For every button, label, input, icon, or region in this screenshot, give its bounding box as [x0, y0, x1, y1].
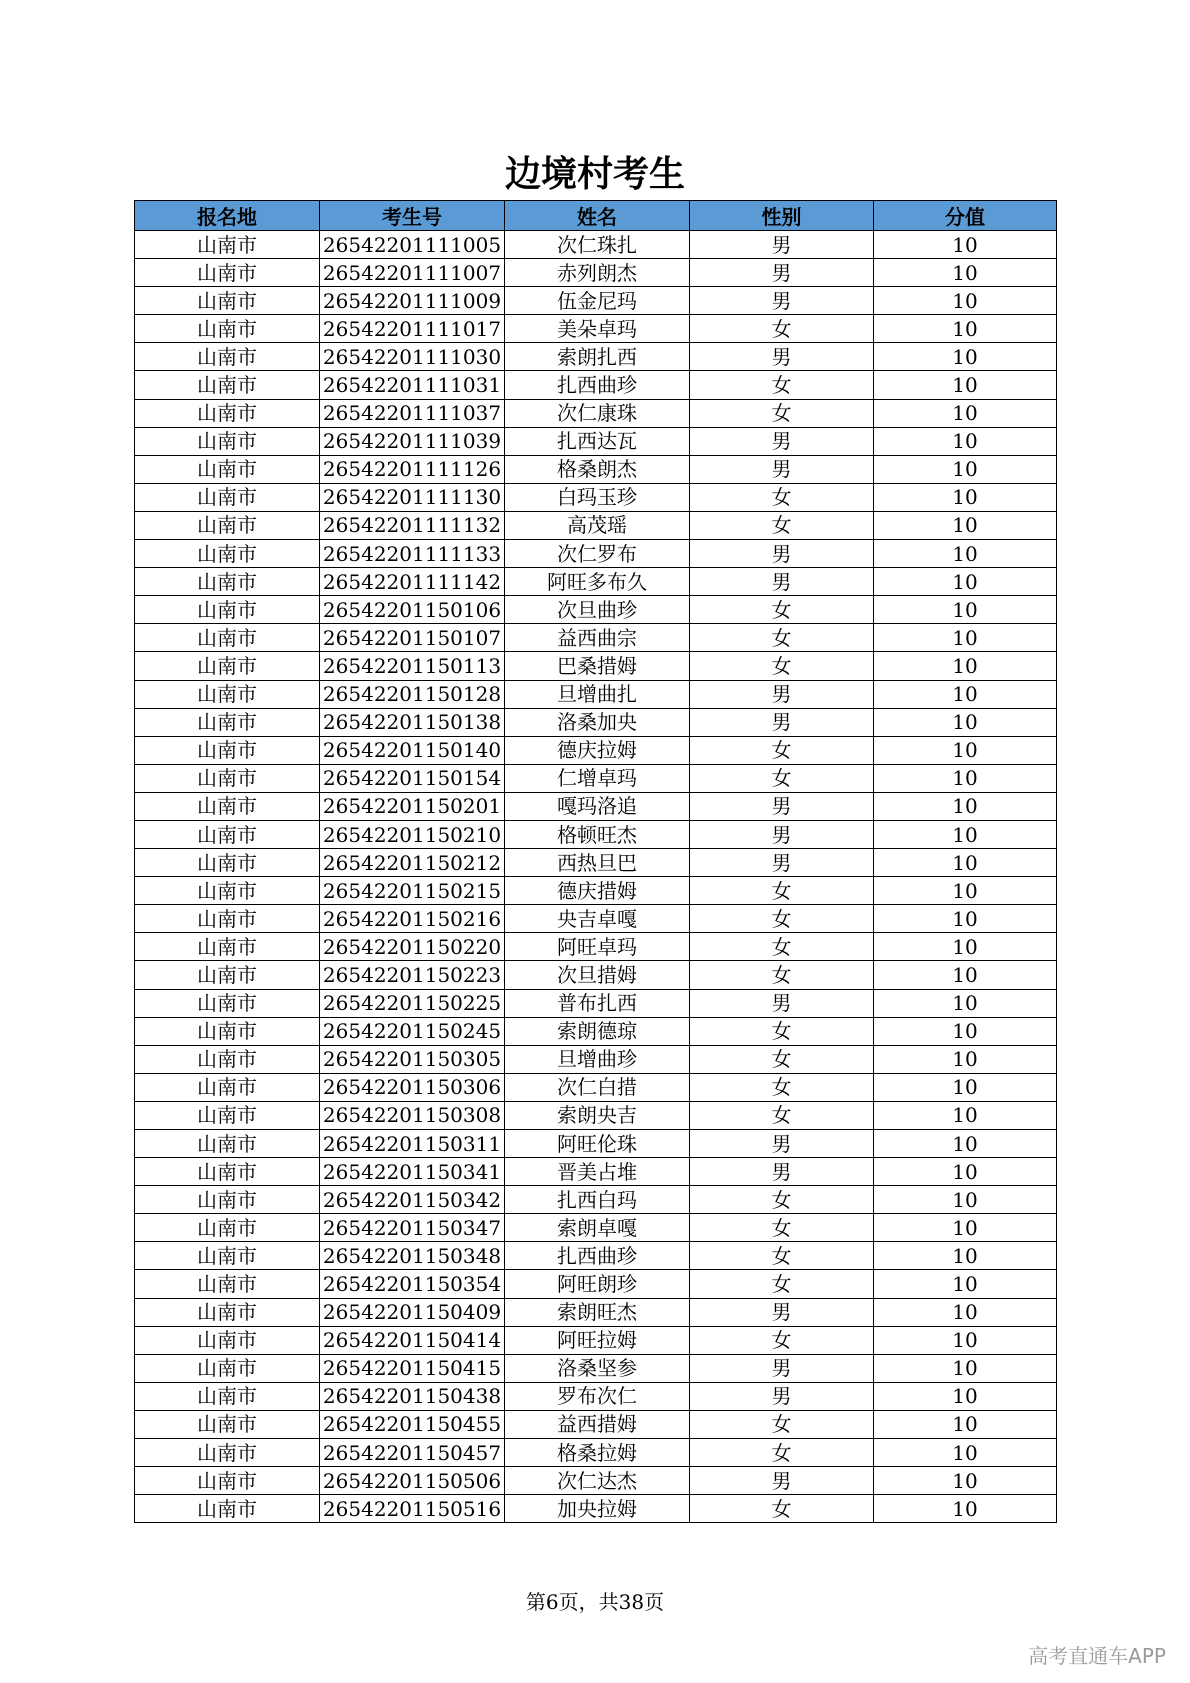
registration-place-cell: 山南市: [135, 315, 320, 343]
gender-cell: 女: [690, 905, 874, 933]
candidate-number-cell: 26542201150223: [320, 961, 505, 989]
registration-place-cell: 山南市: [135, 1270, 320, 1298]
gender-cell: 女: [690, 736, 874, 764]
score-cell: 10: [874, 1045, 1057, 1073]
registration-place-cell: 山南市: [135, 1354, 320, 1382]
score-cell: 10: [874, 961, 1057, 989]
candidate-number-cell: 26542201150305: [320, 1045, 505, 1073]
candidate-number-cell: 26542201150354: [320, 1270, 505, 1298]
candidate-number-cell: 26542201111039: [320, 427, 505, 455]
watermark: 高考直通车APP: [1028, 1644, 1166, 1668]
table-row: [135, 708, 1057, 736]
registration-place-cell: 山南市: [135, 624, 320, 652]
name-cell: 伍金尼玛: [505, 287, 690, 315]
candidate-number-cell: 26542201111037: [320, 399, 505, 427]
table-row: [135, 259, 1057, 287]
registration-place-cell: 山南市: [135, 511, 320, 539]
name-cell: 央吉卓嘎: [505, 905, 690, 933]
score-cell: 10: [874, 455, 1057, 483]
gender-cell: 男: [690, 259, 874, 287]
name-cell: 索朗扎西: [505, 343, 690, 371]
score-cell: 10: [874, 596, 1057, 624]
registration-place-cell: 山南市: [135, 933, 320, 961]
score-cell: 10: [874, 540, 1057, 568]
gender-cell: 男: [690, 792, 874, 820]
candidate-number-cell: 26542201150455: [320, 1410, 505, 1438]
gender-cell: 女: [690, 1186, 874, 1214]
candidate-number-cell: 26542201150113: [320, 652, 505, 680]
name-cell: 加央拉姆: [505, 1495, 690, 1523]
name-cell: 普布扎西: [505, 989, 690, 1017]
gender-cell: 女: [690, 1073, 874, 1101]
candidate-number-cell: 26542201150341: [320, 1158, 505, 1186]
name-cell: 仁增卓玛: [505, 764, 690, 792]
table-row: [135, 568, 1057, 596]
name-cell: 嘎玛洛追: [505, 792, 690, 820]
name-cell: 旦增曲扎: [505, 680, 690, 708]
score-cell: 10: [874, 1101, 1057, 1129]
registration-place-cell: 山南市: [135, 483, 320, 511]
registration-place-cell: 山南市: [135, 820, 320, 848]
score-cell: 10: [874, 1130, 1057, 1158]
gender-cell: 女: [690, 624, 874, 652]
name-cell: 赤列朗杰: [505, 259, 690, 287]
table-row: [135, 1073, 1057, 1101]
gender-cell: 男: [690, 680, 874, 708]
registration-place-cell: 山南市: [135, 1495, 320, 1523]
candidate-number-cell: 26542201150409: [320, 1298, 505, 1326]
table-row: [135, 1101, 1057, 1129]
score-cell: 10: [874, 708, 1057, 736]
registration-place-cell: 山南市: [135, 736, 320, 764]
name-cell: 高茂瑶: [505, 511, 690, 539]
gender-cell: 女: [690, 1439, 874, 1467]
score-cell: 10: [874, 1017, 1057, 1045]
name-cell: 晋美占堆: [505, 1158, 690, 1186]
candidate-number-cell: 26542201150306: [320, 1073, 505, 1101]
candidate-number-cell: 26542201150215: [320, 877, 505, 905]
name-cell: 阿旺拉姆: [505, 1326, 690, 1354]
gender-cell: 女: [690, 961, 874, 989]
gender-cell: 女: [690, 1270, 874, 1298]
candidate-number-cell: 26542201111030: [320, 343, 505, 371]
registration-place-cell: 山南市: [135, 1101, 320, 1129]
name-cell: 旦增曲珍: [505, 1045, 690, 1073]
gender-cell: 男: [690, 1158, 874, 1186]
gender-cell: 女: [690, 399, 874, 427]
registration-place-cell: 山南市: [135, 1439, 320, 1467]
gender-cell: 女: [690, 1214, 874, 1242]
registration-place-cell: 山南市: [135, 371, 320, 399]
candidate-number-cell: 26542201150138: [320, 708, 505, 736]
score-cell: 10: [874, 1073, 1057, 1101]
candidate-number-cell: 26542201150506: [320, 1467, 505, 1495]
score-cell: 10: [874, 371, 1057, 399]
registration-place-cell: 山南市: [135, 1045, 320, 1073]
gender-cell: 男: [690, 1298, 874, 1326]
registration-place-cell: 山南市: [135, 1186, 320, 1214]
candidate-number-cell: 26542201150311: [320, 1130, 505, 1158]
score-cell: 10: [874, 511, 1057, 539]
name-cell: 罗布次仁: [505, 1382, 690, 1410]
table-row: [135, 792, 1057, 820]
registration-place-cell: 山南市: [135, 792, 320, 820]
registration-place-cell: 山南市: [135, 343, 320, 371]
candidate-number-cell: 26542201150457: [320, 1439, 505, 1467]
table-row: [135, 1214, 1057, 1242]
gender-cell: 男: [690, 1354, 874, 1382]
registration-place-cell: 山南市: [135, 1298, 320, 1326]
name-cell: 洛桑坚参: [505, 1354, 690, 1382]
registration-place-cell: 山南市: [135, 1410, 320, 1438]
table-row: [135, 961, 1057, 989]
name-cell: 索朗央吉: [505, 1101, 690, 1129]
score-cell: 10: [874, 792, 1057, 820]
name-cell: 阿旺多布久: [505, 568, 690, 596]
score-cell: 10: [874, 1186, 1057, 1214]
candidate-number-cell: 26542201150106: [320, 596, 505, 624]
table-row: [135, 1495, 1057, 1523]
table-row: [135, 989, 1057, 1017]
score-cell: 10: [874, 820, 1057, 848]
table-row: [135, 399, 1057, 427]
column-header-registration-place: 报名地: [135, 201, 320, 231]
score-cell: 10: [874, 259, 1057, 287]
registration-place-cell: 山南市: [135, 1158, 320, 1186]
table-row: [135, 455, 1057, 483]
candidate-number-cell: 26542201150210: [320, 820, 505, 848]
gender-cell: 男: [690, 343, 874, 371]
gender-cell: 女: [690, 511, 874, 539]
name-cell: 格顿旺杰: [505, 820, 690, 848]
name-cell: 格桑拉姆: [505, 1439, 690, 1467]
candidate-number-cell: 26542201150438: [320, 1382, 505, 1410]
candidate-number-cell: 26542201150414: [320, 1326, 505, 1354]
table-row: [135, 652, 1057, 680]
candidate-number-cell: 26542201150216: [320, 905, 505, 933]
registration-place-cell: 山南市: [135, 455, 320, 483]
score-cell: 10: [874, 1467, 1057, 1495]
candidate-number-cell: 26542201150245: [320, 1017, 505, 1045]
score-cell: 10: [874, 905, 1057, 933]
candidate-number-cell: 26542201111009: [320, 287, 505, 315]
registration-place-cell: 山南市: [135, 905, 320, 933]
table-row: [135, 877, 1057, 905]
gender-cell: 女: [690, 1017, 874, 1045]
name-cell: 次仁罗布: [505, 540, 690, 568]
table-row: [135, 343, 1057, 371]
table-row: [135, 905, 1057, 933]
column-header-score: 分值: [874, 201, 1057, 231]
page-title: 边境村考生: [504, 154, 685, 195]
score-cell: 10: [874, 849, 1057, 877]
score-cell: 10: [874, 483, 1057, 511]
candidate-number-cell: 26542201111142: [320, 568, 505, 596]
name-cell: 索朗卓嘎: [505, 1214, 690, 1242]
score-cell: 10: [874, 736, 1057, 764]
name-cell: 次仁珠扎: [505, 231, 690, 259]
gender-cell: 女: [690, 315, 874, 343]
table-row: [135, 1017, 1057, 1045]
candidate-number-cell: 26542201111130: [320, 483, 505, 511]
registration-place-cell: 山南市: [135, 764, 320, 792]
score-cell: 10: [874, 680, 1057, 708]
registration-place-cell: 山南市: [135, 1130, 320, 1158]
gender-cell: 女: [690, 1242, 874, 1270]
gender-cell: 女: [690, 1326, 874, 1354]
registration-place-cell: 山南市: [135, 596, 320, 624]
gender-cell: 女: [690, 877, 874, 905]
gender-cell: 女: [690, 483, 874, 511]
table-row: [135, 1467, 1057, 1495]
table-row: [135, 540, 1057, 568]
score-cell: 10: [874, 877, 1057, 905]
gender-cell: 男: [690, 1382, 874, 1410]
table-body: [135, 231, 1057, 1523]
table-row: [135, 736, 1057, 764]
candidate-number-cell: 26542201150220: [320, 933, 505, 961]
name-cell: 美朵卓玛: [505, 315, 690, 343]
candidate-number-cell: 26542201150154: [320, 764, 505, 792]
name-cell: 扎西白玛: [505, 1186, 690, 1214]
score-cell: 10: [874, 1298, 1057, 1326]
candidate-number-cell: 26542201111005: [320, 231, 505, 259]
gender-cell: 女: [690, 933, 874, 961]
score-cell: 10: [874, 231, 1057, 259]
table-row: [135, 1439, 1057, 1467]
name-cell: 阿旺卓玛: [505, 933, 690, 961]
table-row: [135, 1186, 1057, 1214]
gender-cell: 女: [690, 1410, 874, 1438]
name-cell: 德庆措姆: [505, 877, 690, 905]
gender-cell: 男: [690, 540, 874, 568]
registration-place-cell: 山南市: [135, 877, 320, 905]
name-cell: 德庆拉姆: [505, 736, 690, 764]
name-cell: 阿旺伦珠: [505, 1130, 690, 1158]
score-cell: 10: [874, 1214, 1057, 1242]
registration-place-cell: 山南市: [135, 680, 320, 708]
candidate-number-cell: 26542201150212: [320, 849, 505, 877]
candidate-number-cell: 26542201150140: [320, 736, 505, 764]
registration-place-cell: 山南市: [135, 961, 320, 989]
table-row: [135, 483, 1057, 511]
name-cell: 巴桑措姆: [505, 652, 690, 680]
table-row: [135, 1382, 1057, 1410]
name-cell: 西热旦巴: [505, 849, 690, 877]
score-cell: 10: [874, 1382, 1057, 1410]
gender-cell: 男: [690, 1130, 874, 1158]
column-header-gender: 性别: [690, 201, 874, 231]
score-cell: 10: [874, 343, 1057, 371]
score-cell: 10: [874, 315, 1057, 343]
table-row: [135, 1354, 1057, 1382]
candidate-number-cell: 26542201150201: [320, 792, 505, 820]
gender-cell: 女: [690, 1495, 874, 1523]
name-cell: 扎西曲珍: [505, 371, 690, 399]
candidate-number-cell: 26542201111031: [320, 371, 505, 399]
candidate-number-cell: 26542201150348: [320, 1242, 505, 1270]
candidate-number-cell: 26542201150128: [320, 680, 505, 708]
registration-place-cell: 山南市: [135, 1017, 320, 1045]
gender-cell: 女: [690, 764, 874, 792]
gender-cell: 男: [690, 1467, 874, 1495]
registration-place-cell: 山南市: [135, 1467, 320, 1495]
table-row: [135, 1242, 1057, 1270]
gender-cell: 男: [690, 455, 874, 483]
score-cell: 10: [874, 568, 1057, 596]
name-cell: 次仁康珠: [505, 399, 690, 427]
table-row: [135, 315, 1057, 343]
table-row: [135, 287, 1057, 315]
score-cell: 10: [874, 427, 1057, 455]
name-cell: 白玛玉珍: [505, 483, 690, 511]
table-row: [135, 820, 1057, 848]
score-cell: 10: [874, 764, 1057, 792]
table-row: [135, 1158, 1057, 1186]
registration-place-cell: 山南市: [135, 231, 320, 259]
gender-cell: 女: [690, 596, 874, 624]
name-cell: 洛桑加央: [505, 708, 690, 736]
score-cell: 10: [874, 1495, 1057, 1523]
name-cell: 扎西达瓦: [505, 427, 690, 455]
gender-cell: 男: [690, 231, 874, 259]
score-cell: 10: [874, 1326, 1057, 1354]
table-row: [135, 1270, 1057, 1298]
table-row: [135, 624, 1057, 652]
name-cell: 益西曲宗: [505, 624, 690, 652]
registration-place-cell: 山南市: [135, 708, 320, 736]
gender-cell: 男: [690, 708, 874, 736]
score-cell: 10: [874, 933, 1057, 961]
gender-cell: 女: [690, 1101, 874, 1129]
candidate-number-cell: 26542201111132: [320, 511, 505, 539]
table-row: [135, 1410, 1057, 1438]
gender-cell: 男: [690, 287, 874, 315]
gender-cell: 男: [690, 568, 874, 596]
score-cell: 10: [874, 1158, 1057, 1186]
table-row: [135, 1326, 1057, 1354]
candidate-number-cell: 26542201111133: [320, 540, 505, 568]
table-row: [135, 933, 1057, 961]
score-cell: 10: [874, 624, 1057, 652]
table-row: [135, 1298, 1057, 1326]
table-row: [135, 596, 1057, 624]
table-row: [135, 849, 1057, 877]
table-row: [135, 427, 1057, 455]
table-header-row: [135, 201, 1057, 231]
column-header-candidate-number: 考生号: [320, 201, 505, 231]
candidate-number-cell: 26542201150107: [320, 624, 505, 652]
registration-place-cell: 山南市: [135, 287, 320, 315]
registration-place-cell: 山南市: [135, 568, 320, 596]
name-cell: 阿旺朗珍: [505, 1270, 690, 1298]
table-row: [135, 511, 1057, 539]
gender-cell: 女: [690, 652, 874, 680]
table-row: [135, 1130, 1057, 1158]
table-row: [135, 1045, 1057, 1073]
table-row: [135, 680, 1057, 708]
registration-place-cell: 山南市: [135, 399, 320, 427]
registration-place-cell: 山南市: [135, 259, 320, 287]
gender-cell: 男: [690, 820, 874, 848]
candidate-number-cell: 26542201150225: [320, 989, 505, 1017]
score-cell: 10: [874, 1270, 1057, 1298]
score-cell: 10: [874, 1242, 1057, 1270]
name-cell: 次旦曲珍: [505, 596, 690, 624]
gender-cell: 女: [690, 371, 874, 399]
score-cell: 10: [874, 989, 1057, 1017]
name-cell: 索朗旺杰: [505, 1298, 690, 1326]
gender-cell: 男: [690, 427, 874, 455]
name-cell: 次仁达杰: [505, 1467, 690, 1495]
registration-place-cell: 山南市: [135, 652, 320, 680]
gender-cell: 男: [690, 849, 874, 877]
score-cell: 10: [874, 1354, 1057, 1382]
table-row: [135, 764, 1057, 792]
table-row: [135, 371, 1057, 399]
registration-place-cell: 山南市: [135, 427, 320, 455]
gender-cell: 女: [690, 1045, 874, 1073]
registration-place-cell: 山南市: [135, 1326, 320, 1354]
name-cell: 益西措姆: [505, 1410, 690, 1438]
registration-place-cell: 山南市: [135, 540, 320, 568]
registration-place-cell: 山南市: [135, 989, 320, 1017]
candidate-number-cell: 26542201150347: [320, 1214, 505, 1242]
registration-place-cell: 山南市: [135, 1214, 320, 1242]
candidate-number-cell: 26542201111007: [320, 259, 505, 287]
name-cell: 扎西曲珍: [505, 1242, 690, 1270]
page-number: 第6页，共38页: [525, 1590, 665, 1614]
score-cell: 10: [874, 399, 1057, 427]
score-cell: 10: [874, 1439, 1057, 1467]
candidate-number-cell: 26542201111017: [320, 315, 505, 343]
candidate-table: [134, 200, 1057, 1523]
score-cell: 10: [874, 652, 1057, 680]
name-cell: 格桑朗杰: [505, 455, 690, 483]
candidate-number-cell: 26542201150516: [320, 1495, 505, 1523]
registration-place-cell: 山南市: [135, 849, 320, 877]
name-cell: 次仁白措: [505, 1073, 690, 1101]
table-row: [135, 231, 1057, 259]
gender-cell: 男: [690, 989, 874, 1017]
candidate-number-cell: 26542201150308: [320, 1101, 505, 1129]
candidate-number-cell: 26542201150415: [320, 1354, 505, 1382]
score-cell: 10: [874, 1410, 1057, 1438]
registration-place-cell: 山南市: [135, 1073, 320, 1101]
candidate-number-cell: 26542201150342: [320, 1186, 505, 1214]
name-cell: 索朗德琼: [505, 1017, 690, 1045]
column-header-name: 姓名: [505, 201, 690, 231]
registration-place-cell: 山南市: [135, 1242, 320, 1270]
registration-place-cell: 山南市: [135, 1382, 320, 1410]
candidate-number-cell: 26542201111126: [320, 455, 505, 483]
name-cell: 次旦措姆: [505, 961, 690, 989]
score-cell: 10: [874, 287, 1057, 315]
